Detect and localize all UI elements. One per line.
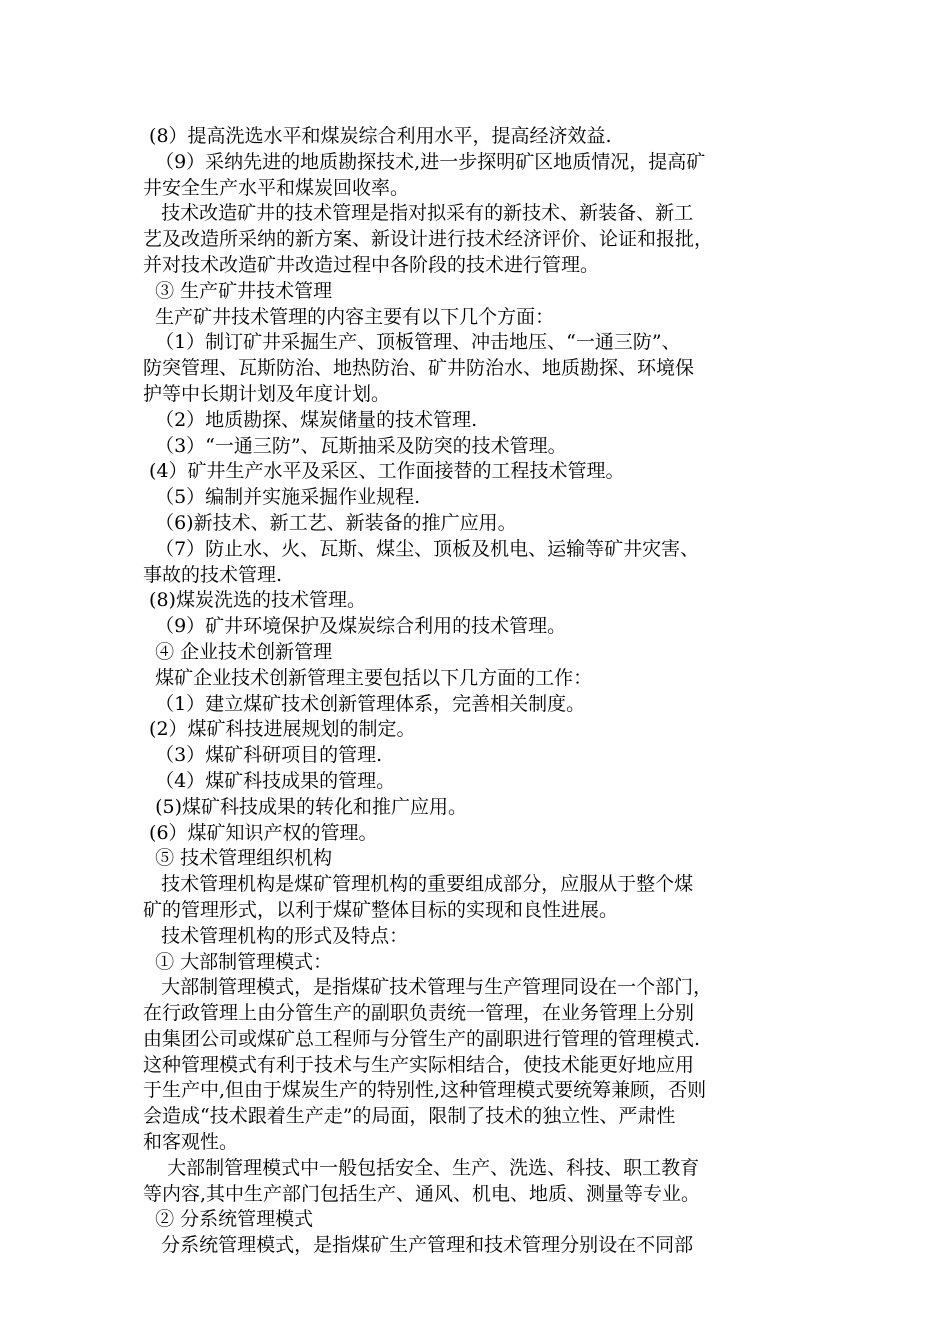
- text-line: 护等中长期计划及年度计划。: [143, 382, 391, 405]
- text-line: 煤矿企业技术创新管理主要包括以下几方面的工作：: [143, 666, 593, 689]
- text-line: （5）编制并实施采掘作业规程.: [143, 486, 421, 509]
- text-line: 技术管理机构的形式及特点：: [143, 924, 409, 947]
- text-line: 大部制管理模式中一般包括安全、生产、洗选、科技、职工教育: [143, 1156, 700, 1179]
- text-line: 事故的技术管理.: [143, 563, 283, 586]
- text-line: （3）煤矿科研项目的管理.: [143, 744, 383, 767]
- text-line: 生产矿井技术管理的内容主要有以下几个方面：: [143, 305, 555, 328]
- text-line: 并对技术改造矿井改造过程中各阶段的技术进行管理。: [143, 253, 600, 276]
- text-line: (8)煤炭洗选的技术管理。: [143, 589, 366, 612]
- text-line: （1）制订矿井采掘生产、顶板管理、冲击地压、“一通三防”、: [143, 331, 681, 354]
- text-line: 艺及改造所采纳的新方案、新设计进行技术经济评价、论证和报批，: [143, 228, 714, 251]
- text-line: （9）矿井环境保护及煤炭综合利用的技术管理。: [143, 615, 567, 638]
- text-line: ④ 企业技术创新管理: [143, 640, 333, 663]
- text-line: (8）提高洗选水平和煤炭综合利用水平，提高经济效益.: [143, 125, 612, 147]
- text-line: 井安全生产水平和煤炭回收率。: [143, 176, 410, 199]
- text-line: （2）地质勘探、煤炭储量的技术管理.: [143, 408, 478, 431]
- text-line: （1）建立煤矿技术创新管理体系，完善相关制度。: [143, 692, 586, 715]
- text-line: (2）煤矿科技进展规划的制定。: [143, 718, 416, 741]
- text-line: 等内容,其中生产部门包括生产、通风、机电、地质、测量等专业。: [143, 1182, 701, 1205]
- text-line: ③ 生产矿井技术管理: [143, 279, 333, 302]
- text-line: (5)煤矿科技成果的转化和推广应用。: [143, 795, 467, 818]
- text-line: 和客观性。: [143, 1131, 239, 1154]
- text-line: 会造成“技术跟着生产走”的局面，限制了技术的独立性、严肃性: [143, 1105, 676, 1128]
- text-line: ⑤ 技术管理组织机构: [143, 847, 333, 870]
- text-line: 矿的管理形式，以利于煤矿整体目标的实现和良性进展。: [143, 898, 619, 921]
- text-line: 技术管理机构是煤矿管理机构的重要组成部分，应服从于整个煤: [143, 873, 694, 896]
- text-line: 分系统管理模式，是指煤矿生产管理和技术管理分别设在不同部: [143, 1234, 694, 1257]
- text-line: (6）煤矿知识产权的管理。: [143, 821, 378, 844]
- text-line: （9）采纳先进的地质勘探技术,进一步探明矿区地质情况，提高矿: [143, 150, 706, 173]
- text-line: 技术改造矿井的技术管理是指对拟采有的新技术、新装备、新工: [143, 202, 694, 225]
- text-line: （3）“一通三防”、瓦斯抽采及防突的技术管理。: [143, 434, 567, 457]
- text-line: 大部制管理模式，是指煤矿技术管理与生产管理同设在一个部门，: [143, 976, 713, 999]
- text-line: （7）防止水、火、瓦斯、煤尘、顶板及机电、运输等矿井灾害、: [143, 537, 700, 560]
- text-line: 在行政管理上由分管生产的副职负责统一管理，在业务管理上分别: [143, 1002, 695, 1025]
- text-line: ② 分系统管理模式: [143, 1208, 314, 1231]
- text-line: (4）矿井生产水平及采区、工作面接替的工程技术管理。: [143, 460, 625, 483]
- text-line: 防突管理、瓦斯防治、地热防治、矿井防治水、地质勘探、环境保: [143, 357, 695, 380]
- document-body: [143, 124, 815, 1259]
- text-line: （6)新技术、新工艺、新装备的推广应用。: [143, 511, 517, 534]
- text-line: （4）煤矿科技成果的管理。: [143, 769, 396, 792]
- text-line: 这种管理模式有利于技术与生产实际相结合，使技术能更好地应用: [143, 1053, 695, 1076]
- text-line: 于生产中,但由于煤炭生产的特别性,这种管理模式要统筹兼顾，否则: [143, 1079, 707, 1102]
- text-line: 由集团公司或煤矿总工程师与分管生产的副职进行管理的管理模式.: [143, 1027, 701, 1050]
- text-line: ① 大部制管理模式：: [143, 950, 333, 973]
